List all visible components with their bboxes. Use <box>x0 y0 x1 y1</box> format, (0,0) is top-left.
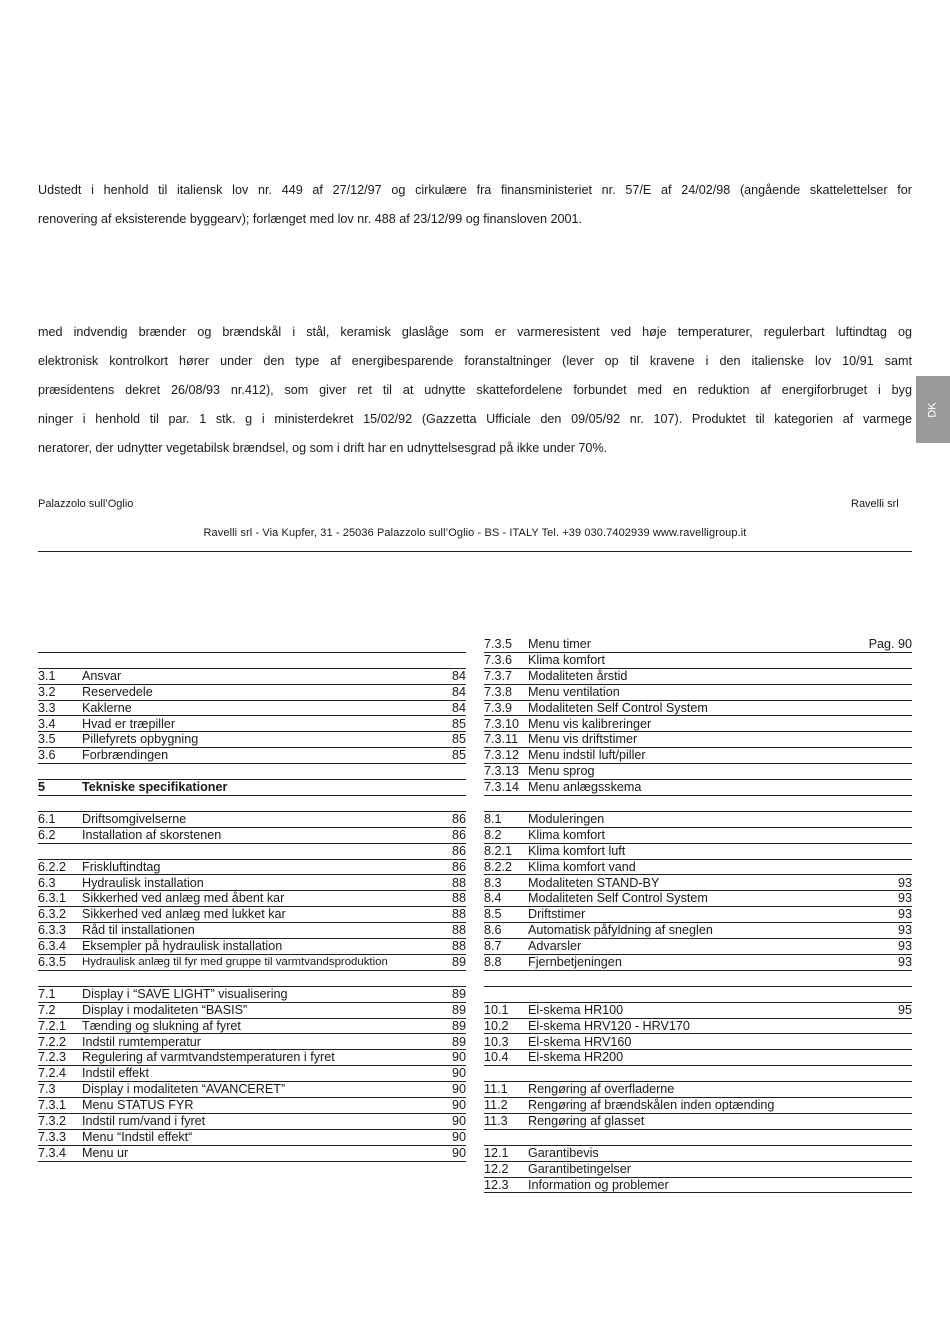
toc-number: 7.3.8 <box>484 684 513 699</box>
body-line: præsidentens dekret 26/08/93 nr.412), som giver ret til at udnytte skattefordelene forbundet med en reduktion af energiforbruget i byg <box>38 383 912 397</box>
toc-page: 95 <box>897 1002 912 1017</box>
toc-number: 8.2.1 <box>484 843 513 858</box>
toc-row[interactable] <box>484 907 912 923</box>
toc-number: 3.5 <box>38 732 56 747</box>
toc-number: 5 <box>38 780 46 795</box>
toc-title: Klima komfort vand <box>528 859 636 874</box>
toc-number: 7.3 <box>38 1082 56 1097</box>
toc-title: Sikkerhed ved anlæg med åbent kar <box>82 891 285 906</box>
toc-title: Klima komfort <box>528 827 605 842</box>
toc-number: 7.2.3 <box>38 1050 67 1065</box>
toc-number: 7.3.12 <box>484 748 520 763</box>
toc-row[interactable] <box>38 844 466 860</box>
toc-number: 8.5 <box>484 907 502 922</box>
toc-page: 93 <box>897 891 912 906</box>
toc-row[interactable] <box>38 637 466 653</box>
intro-line: Udstedt i henhold til italiensk lov nr. 449 af 27/12/97 og cirkulære fra finansministeriet nr. 57/E af 24/02/98 (angående skattelettelser for <box>38 183 912 197</box>
toc-row[interactable] <box>38 923 466 939</box>
toc-row[interactable] <box>484 780 912 796</box>
toc-title: Friskluftindtag <box>82 859 161 874</box>
toc-title: Automatisk påfyldning af sneglen <box>528 923 713 938</box>
toc-page: 84 <box>451 684 466 699</box>
toc-title: Modaliteten årstid <box>528 668 628 683</box>
toc-number: 10.3 <box>484 1034 509 1049</box>
toc-title: Regulering af varmtvandstemperaturen i fyret <box>82 1050 335 1065</box>
toc-number: 8.8 <box>484 955 502 969</box>
toc-title: Hydraulisk anlæg til fyr med gruppe til varmtvandsproduktion <box>82 956 388 968</box>
toc-number: 7.3.3 <box>38 1129 67 1144</box>
body-line: med indvendig brænder og brændskål i stål, keramisk glaslåge som er varmeresistent ved høje temperaturer, regulerbart luftindtag og <box>38 325 912 339</box>
toc-page: 90 <box>451 1098 466 1113</box>
toc-page: 93 <box>897 907 912 922</box>
toc-number: 7.2 <box>38 1002 56 1017</box>
toc-number: 8.2 <box>484 827 502 842</box>
toc-page: 84 <box>451 700 466 715</box>
toc-number: 12.3 <box>484 1177 509 1192</box>
toc-page: 89 <box>451 1018 466 1033</box>
toc-number: 3.2 <box>38 684 56 699</box>
body-line: ninger i henhold til par. 1 stk. g i ministerdekret 15/02/92 (Gazzetta Ufficiale den 09/05/92 nr. 107). Produktet til kategorien af varmege <box>38 412 912 426</box>
signature-place: Palazzolo sull’Oglio <box>38 498 134 510</box>
language-tab[interactable] <box>916 376 950 443</box>
toc-row[interactable] <box>484 1066 912 1082</box>
toc-page: Pag. 90 <box>868 637 912 651</box>
toc-number: 6.2 <box>38 827 56 842</box>
toc-title: Tekniske specifikationer <box>82 780 228 795</box>
toc-page: 93 <box>897 939 912 954</box>
toc-number: 7.2.1 <box>38 1018 67 1033</box>
intro-paragraph <box>38 176 912 234</box>
toc-page: 93 <box>897 875 912 890</box>
toc-title: Menu ur <box>82 1145 129 1160</box>
toc-page: 90 <box>451 1114 466 1128</box>
toc-row[interactable] <box>484 637 912 653</box>
toc-title: Garantibevis <box>528 1145 599 1160</box>
toc-title: Eksempler på hydraulisk installation <box>82 939 283 954</box>
toc-row[interactable] <box>38 1082 466 1098</box>
toc-title: El-skema HRV120 - HRV170 <box>528 1018 690 1033</box>
toc-title: Tænding og slukning af fyret <box>82 1018 241 1033</box>
toc-row[interactable] <box>38 891 466 907</box>
toc-row[interactable] <box>484 653 912 669</box>
toc-row[interactable] <box>484 1019 912 1035</box>
toc-row[interactable] <box>484 876 912 892</box>
toc-row[interactable] <box>38 828 466 844</box>
toc-page: 93 <box>897 923 912 938</box>
toc-title: Modaliteten Self Control System <box>528 700 708 715</box>
toc-row[interactable] <box>38 780 466 796</box>
toc-title: Menu anlægsskema <box>528 780 642 795</box>
toc-page: 85 <box>451 748 466 763</box>
toc-row[interactable] <box>38 955 466 971</box>
toc-page: 89 <box>451 1002 466 1017</box>
toc-row[interactable] <box>484 939 912 955</box>
toc-page: 90 <box>451 1129 466 1144</box>
toc-row[interactable] <box>38 685 466 701</box>
toc-row[interactable] <box>38 1050 466 1066</box>
toc-title: Advarsler <box>528 939 582 954</box>
toc-number: 11.3 <box>484 1114 508 1128</box>
toc-row[interactable] <box>484 1003 912 1019</box>
toc-number: 8.4 <box>484 891 502 906</box>
toc-page: 90 <box>451 1066 466 1081</box>
toc-number: 7.3.2 <box>38 1114 67 1128</box>
toc-title: Driftstimer <box>528 907 586 922</box>
language-tab-label: DK <box>927 401 939 418</box>
toc-title: Klima komfort luft <box>528 843 626 858</box>
toc-row[interactable] <box>484 971 912 987</box>
toc-title: Hydraulisk installation <box>82 875 204 890</box>
toc-title: Installation af skorstenen <box>82 827 222 842</box>
toc-title: El-skema HRV160 <box>528 1034 632 1049</box>
toc-number: 8.6 <box>484 923 502 938</box>
toc-page: 88 <box>451 923 466 938</box>
toc-number: 8.1 <box>484 811 502 826</box>
toc-row[interactable] <box>484 1162 912 1178</box>
toc-page: 86 <box>451 859 466 874</box>
toc-row[interactable] <box>38 860 466 876</box>
toc-row[interactable] <box>484 1098 912 1114</box>
toc-row[interactable] <box>38 1114 466 1130</box>
toc-number: 7.1 <box>38 986 56 1001</box>
toc-row[interactable] <box>38 717 466 733</box>
toc-row[interactable] <box>38 876 466 892</box>
toc-page: 84 <box>451 668 466 683</box>
body-paragraph <box>38 318 912 463</box>
toc-row[interactable] <box>38 987 466 1003</box>
toc-row[interactable] <box>38 1003 466 1019</box>
toc-number: 8.2.2 <box>484 859 513 874</box>
toc-number: 8.3 <box>484 875 502 890</box>
toc-row[interactable] <box>38 701 466 717</box>
toc-title: Indstil rum/vand i fyret <box>82 1114 206 1128</box>
toc-row[interactable] <box>484 860 912 876</box>
signature-company: Ravelli srl <box>851 498 899 510</box>
toc-row[interactable] <box>38 764 466 780</box>
toc-number: 10.2 <box>484 1018 509 1033</box>
toc-number: 3.6 <box>38 748 56 763</box>
toc-row[interactable] <box>484 812 912 828</box>
toc-row[interactable] <box>38 796 466 812</box>
toc-row[interactable] <box>484 987 912 1003</box>
toc-title: Råd til installationen <box>82 923 195 938</box>
toc-number: 6.1 <box>38 811 56 826</box>
toc-title: Pillefyrets opbygning <box>82 732 199 747</box>
toc-number: 6.3.5 <box>38 955 67 969</box>
toc-row[interactable] <box>38 1130 466 1146</box>
toc-number: 7.3.13 <box>484 764 520 779</box>
toc-title: Rengøring af glasset <box>528 1114 645 1128</box>
toc-number: 12.2 <box>484 1161 509 1176</box>
toc-row[interactable] <box>484 1035 912 1051</box>
toc-title: Display i modaliteten “BASIS” <box>82 1002 248 1017</box>
toc-number: 7.2.4 <box>38 1066 67 1081</box>
body-line: neratorer, der udnytter vegetabilsk brændsel, og som i drift har en udnyttelsesgrad på ikke under 70%. <box>38 441 608 455</box>
toc-title: Ansvar <box>82 668 122 683</box>
toc-row[interactable] <box>484 717 912 733</box>
toc-number: 7.3.7 <box>484 668 513 683</box>
toc-number: 7.3.14 <box>484 780 520 795</box>
toc-page: 89 <box>451 955 466 969</box>
toc-row[interactable] <box>484 701 912 717</box>
toc-row[interactable] <box>484 748 912 764</box>
toc-title: Menu “Indstil effekt“ <box>82 1129 193 1144</box>
toc-title: Hvad er træpiller <box>82 716 176 731</box>
toc-page: 85 <box>451 732 466 747</box>
toc-page: 90 <box>451 1050 466 1065</box>
toc-number: 3.1 <box>38 668 56 683</box>
toc-row[interactable] <box>484 764 912 780</box>
toc-number: 6.3.1 <box>38 891 67 906</box>
toc-title: Kaklerne <box>82 700 132 715</box>
company-address: Ravelli srl - Via Kupfer, 31 - 25036 Palazzolo sull’Oglio - BS - ITALY Tel. +39 030.7402939 www.ravelligroup.it <box>203 527 747 539</box>
toc-title: Moduleringen <box>528 811 605 826</box>
toc-title: Menu indstil luft/piller <box>528 748 646 763</box>
toc-title: Display i modaliteten “AVANCERET” <box>82 1082 286 1097</box>
toc-title: Menu timer <box>528 637 591 651</box>
toc-page: 89 <box>451 986 466 1001</box>
toc-number: 7.3.6 <box>484 652 513 667</box>
toc-number: 7.2.2 <box>38 1034 67 1049</box>
toc-row[interactable] <box>484 1082 912 1098</box>
toc-number: 6.3.4 <box>38 939 67 954</box>
toc-title: El-skema HR200 <box>528 1050 624 1065</box>
toc-title: Menu vis driftstimer <box>528 732 638 747</box>
toc-row[interactable] <box>38 971 466 987</box>
toc-number: 7.3.11 <box>484 732 519 747</box>
toc-number: 8.7 <box>484 939 502 954</box>
toc-page: 88 <box>451 875 466 890</box>
toc-title: Information og problemer <box>528 1177 669 1192</box>
toc-row[interactable] <box>38 653 466 669</box>
toc-title: Fjernbetjeningen <box>528 955 622 969</box>
toc-number: 7.3.10 <box>484 716 520 731</box>
toc-row[interactable] <box>484 732 912 748</box>
toc-page: 86 <box>451 811 466 826</box>
toc-title: Reservedele <box>82 684 153 699</box>
toc-number: 6.3.3 <box>38 923 67 938</box>
toc-row[interactable] <box>484 828 912 844</box>
toc-number: 6.2.2 <box>38 859 67 874</box>
toc-number: 7.3.5 <box>484 637 513 651</box>
toc-page: 90 <box>451 1082 466 1097</box>
toc-title: Indstil effekt <box>82 1066 149 1081</box>
toc-row[interactable] <box>484 1130 912 1146</box>
toc-title: Menu STATUS FYR <box>82 1098 194 1113</box>
toc-row[interactable] <box>38 732 466 748</box>
toc-page: 88 <box>451 891 466 906</box>
toc-row[interactable] <box>38 1019 466 1035</box>
toc-number: 12.1 <box>484 1145 509 1160</box>
toc-row[interactable] <box>38 748 466 764</box>
toc-title: Indstil rumtemperatur <box>82 1034 201 1049</box>
toc-page: 89 <box>451 1034 466 1049</box>
toc-row[interactable] <box>38 812 466 828</box>
toc-title: Modaliteten STAND-BY <box>528 875 660 890</box>
toc-page: 88 <box>451 939 466 954</box>
toc-row[interactable] <box>38 1146 466 1162</box>
toc-row[interactable] <box>484 1178 912 1194</box>
toc-page: 85 <box>451 716 466 731</box>
toc-row[interactable] <box>38 907 466 923</box>
toc-title: Rengøring af overfladerne <box>528 1082 675 1097</box>
toc-number: 3.4 <box>38 716 56 731</box>
toc-title: Menu vis kalibreringer <box>528 716 652 731</box>
toc-row[interactable] <box>484 796 912 812</box>
toc-title: Menu ventilation <box>528 684 620 699</box>
divider <box>38 551 912 552</box>
body-line: elektronisk kontrolkort hører under den type af energibesparende foranstaltninger (lever op til kravene i den italienske lov 10/91 samt <box>38 354 912 368</box>
toc-title: Driftsomgivelserne <box>82 811 187 826</box>
toc-row[interactable] <box>484 1050 912 1066</box>
toc-number: 3.3 <box>38 700 56 715</box>
toc-number: 6.3 <box>38 875 56 890</box>
toc-number: 7.3.9 <box>484 700 513 715</box>
intro-line: renovering af eksisterende byggearv); forlænget med lov nr. 488 af 23/12/99 og finansloven 2001. <box>38 212 582 226</box>
toc-row[interactable] <box>484 891 912 907</box>
toc-row[interactable] <box>484 1146 912 1162</box>
toc-page: 86 <box>451 827 466 842</box>
toc-row[interactable] <box>484 955 912 971</box>
toc-number: 7.3.4 <box>38 1145 67 1160</box>
toc-row[interactable] <box>484 844 912 860</box>
toc-row[interactable] <box>484 685 912 701</box>
toc-title: El-skema HR100 <box>528 1002 624 1017</box>
toc-row[interactable] <box>484 923 912 939</box>
toc-title: Klima komfort <box>528 652 605 667</box>
toc-title: Menu sprog <box>528 764 595 779</box>
toc-number: 11.2 <box>484 1098 508 1113</box>
toc-row[interactable] <box>484 669 912 685</box>
toc-page: 90 <box>451 1145 466 1160</box>
toc-row[interactable] <box>38 669 466 685</box>
toc-title: Display i “SAVE LIGHT” visualisering <box>82 986 288 1001</box>
toc-row[interactable] <box>38 1066 466 1082</box>
toc-page: 88 <box>451 907 466 922</box>
toc-number: 11.1 <box>484 1082 508 1097</box>
toc-page: 93 <box>897 955 912 969</box>
toc-row[interactable] <box>38 1035 466 1051</box>
toc-title: Garantibetingelser <box>528 1161 631 1176</box>
toc-title: Modaliteten Self Control System <box>528 891 708 906</box>
toc-row[interactable] <box>38 1098 466 1114</box>
toc-row[interactable] <box>484 1114 912 1130</box>
toc-number: 10.4 <box>484 1050 509 1065</box>
toc-row[interactable] <box>38 939 466 955</box>
toc-number: 6.3.2 <box>38 907 67 922</box>
toc-title: Sikkerhed ved anlæg med lukket kar <box>82 907 286 922</box>
toc-title: Forbrændingen <box>82 748 169 763</box>
toc-title: Rengøring af brændskålen inden optænding <box>528 1098 775 1113</box>
toc-page: 86 <box>451 843 466 858</box>
toc-number: 7.3.1 <box>38 1098 67 1113</box>
toc-number: 10.1 <box>484 1002 509 1017</box>
